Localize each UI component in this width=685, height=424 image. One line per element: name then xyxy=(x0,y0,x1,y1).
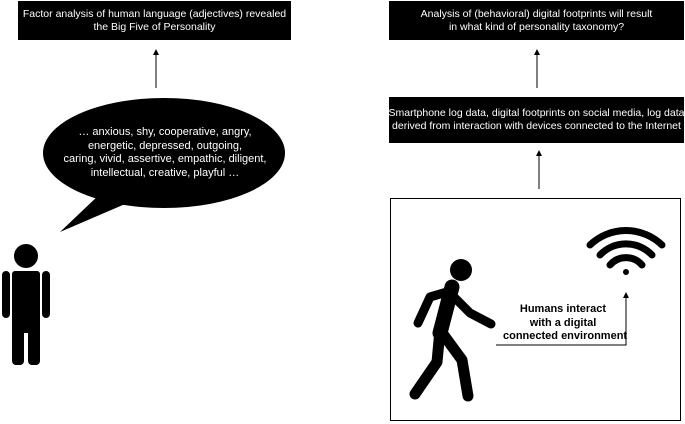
scene-caption xyxy=(503,303,628,344)
box-text-line: Analysis of (behavioral) digital footprints will result xyxy=(420,7,653,20)
box-text-line: Factor analysis of human language (adjectives) revealed xyxy=(22,7,287,20)
adjectives-text xyxy=(58,126,272,180)
scene-caption-line: Humans interact xyxy=(519,303,607,315)
scene-caption-line: with a digital xyxy=(529,316,597,329)
adjectives-line: caring, vivid, assertive, empathic, diligent, xyxy=(63,153,267,166)
box-text-line: in what kind of personality taxonomy? xyxy=(448,20,625,33)
box-text-line: Smartphone log data, digital footprints on social media, log data xyxy=(388,107,685,119)
scene-caption-line: connected environment xyxy=(503,330,628,342)
box-text-line: the Big Five of Personality xyxy=(93,20,216,33)
wifi-icon xyxy=(590,231,662,275)
adjectives-line: energetic, depressed, outgoing, xyxy=(87,139,243,152)
box-text-line: derived from interaction with devices connected to the Internet xyxy=(392,120,681,132)
adjectives-line: intellectual, creative, playful … xyxy=(90,166,240,179)
adjectives-line: … anxious, shy, cooperative, angry, xyxy=(78,126,252,138)
person-walking-icon xyxy=(415,259,491,396)
person-standing-icon xyxy=(2,244,50,365)
